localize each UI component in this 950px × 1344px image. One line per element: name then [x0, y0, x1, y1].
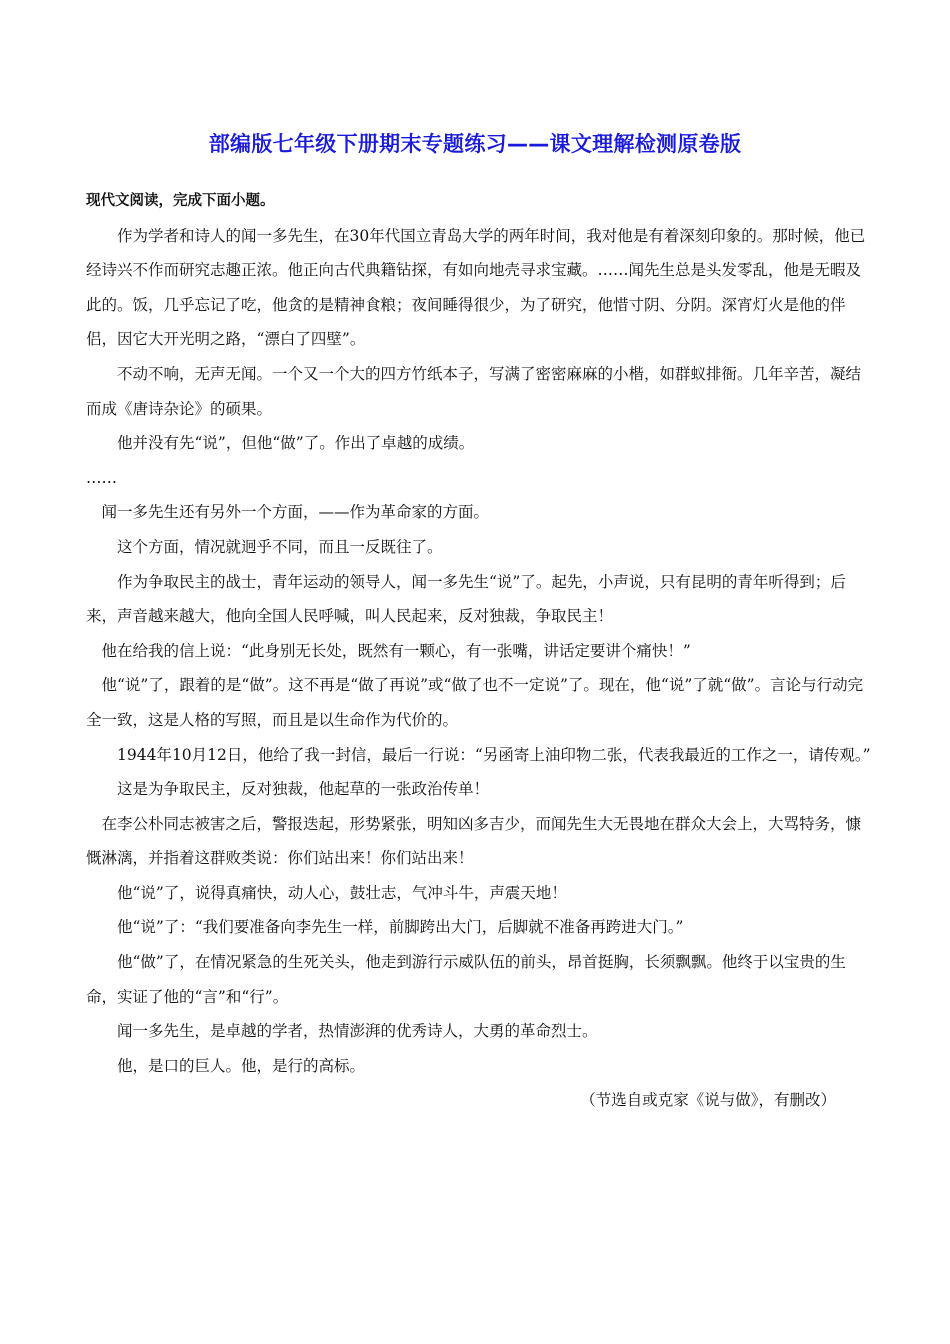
source-citation: （节选自或克家《说与做》，有删改） — [580, 1091, 836, 1110]
paragraph-4: 闻一多先生还有另外一个方面，——作为革命家的方面。 — [101, 503, 490, 522]
paragraph-2: 不动不响，无声无闻。一个又一个大的四方竹纸本子，写满了密密麻麻的小楷，如群蚁排衙。几年辛苦，凝结而成《唐诗杂论》的硕果。 — [86, 364, 862, 418]
paragraph-12: 他“说”了，说得真痛快，动人心，鼓壮志，气冲斗牛，声震天地！ — [117, 883, 567, 902]
paragraph-14: 他“做”了，在情况紧急的生死关头，他走到游行示威队伍的前头，昂首挺胸，长须飘飘。他终于以宝贵的生命，实证了他的“言”和“行”。 — [86, 953, 846, 1006]
reading-passage — [86, 184, 872, 1118]
paragraph-16: 他，是口的巨人。他，是行的高标。 — [117, 1056, 366, 1075]
paragraph-13: 他“说”了：“我们要准备向李先生一样，前脚跨出大门，后脚就不准备再跨进大门。” — [117, 918, 684, 937]
paragraph-9: 1944年10月12日，他给了我一封信，最后一行说：“另函寄上油印物二张，代表我最近的工作之一，请传观。” — [117, 745, 871, 764]
paragraph-5: 这个方面，情况就迥乎不同，而且一反既往了。 — [117, 537, 443, 556]
paragraph-6: 作为争取民主的战士，青年运动的领导人，闻一多先生“说”了。起先，小声说，只有昆明的青年听得到；后来，声音越来越大，他向全国人民呼喊，叫人民起来，反对独裁，争取民主！ — [86, 572, 846, 626]
ellipsis-line: …… — [86, 468, 117, 487]
paragraph-7: 他在给我的信上说：“此身别无长处，既然有一颗心，有一张嘴，讲话定要讲个痛快！” — [101, 641, 691, 660]
paragraph-15: 闻一多先生，是卓越的学者，热情澎湃的优秀诗人，大勇的革命烈士。 — [117, 1022, 598, 1041]
document-title: 部编版七年级下册期末专题练习——课文理解检测原卷版 — [208, 132, 742, 156]
instruction-heading: 现代文阅读，完成下面小题。 — [86, 193, 275, 209]
paragraph-11: 在李公朴同志被害之后，警报迭起，形势紧张，明知凶多吉少，而闻先生大无畏地在群众大会上，大骂特务，慷慨淋漓，并指着这群败类说：你们站出来！你们站出来！ — [86, 814, 862, 868]
paragraph-8: 他“说”了，跟着的是“做”。这不再是“做了再说”或“做了也不一定说”了。现在，他“说”了就“做”。言论与行动完全一致，这是人格的写照，而且是以生命作为代价的。 — [86, 676, 864, 729]
paragraph-1: 作为学者和诗人的闻一多先生，在30年代国立青岛大学的两年时间，我对他是有着深刻印象的。那时候，他已经诗兴不作而研究志趣正浓。他正向古代典籍钻探，有如向地壳寻求宝藏。……闻先生总是头发零乱，他是无暇及此的。饭，几乎忘记了吃，他贪的是精神食粮；夜间睡得很少，为了研究，他惜寸阴、分阴。深宵灯火是他的伴侣，因它大开光明之路，“漂白了四壁”。 — [86, 226, 866, 349]
paragraph-3: 他并没有先“说”，但他“做”了。作出了卓越的成绩。 — [117, 434, 475, 453]
paragraph-10: 这是为争取民主，反对独裁，他起草的一张政治传单！ — [117, 780, 490, 799]
